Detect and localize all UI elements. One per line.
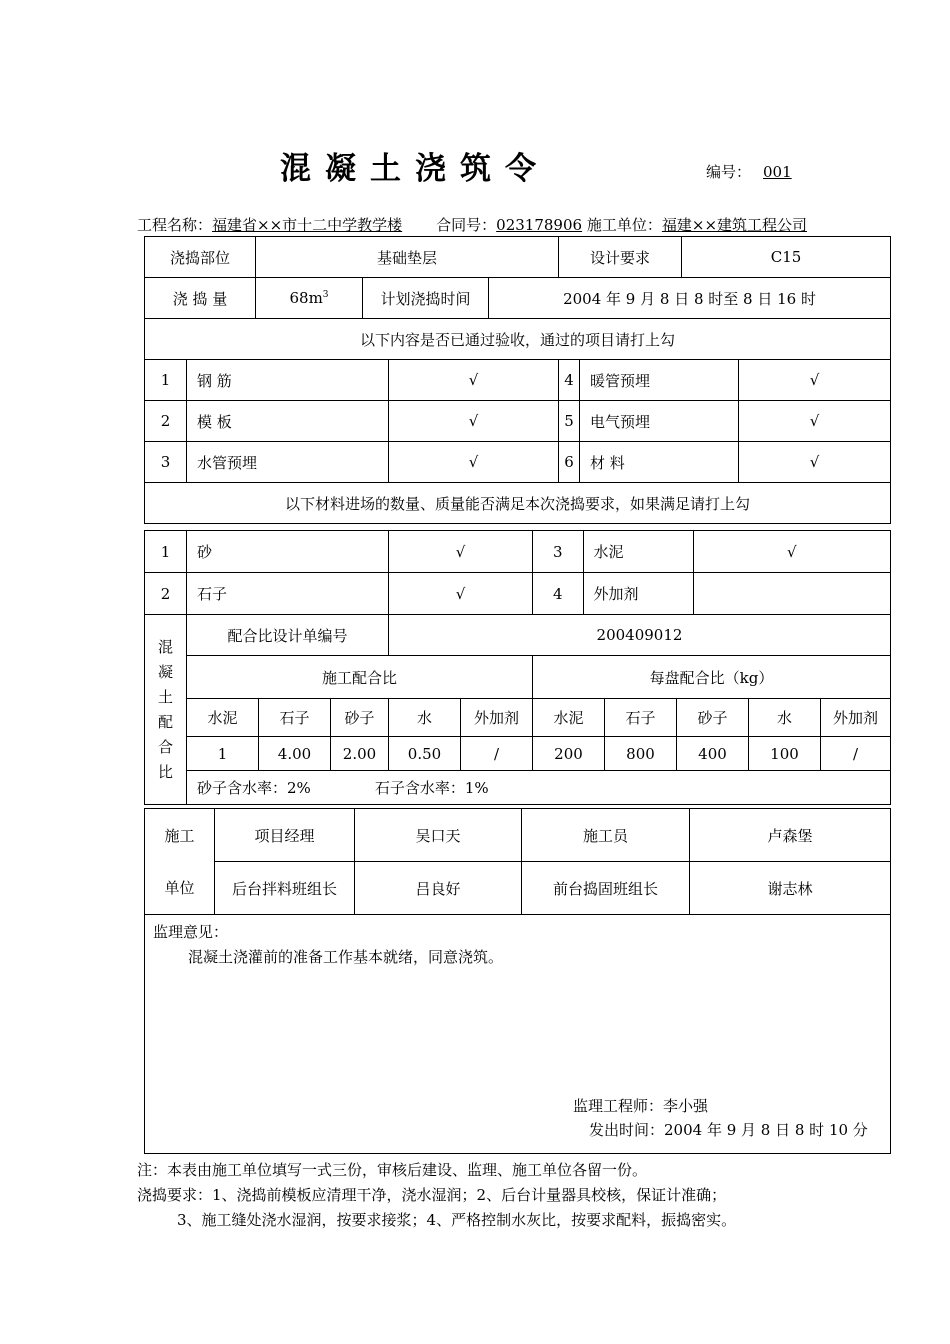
mix-values (145, 737, 891, 771)
mix-value: 4.00 (259, 737, 331, 771)
unit-label: 施工单位： (586, 216, 662, 234)
personnel-name: 吕良好 (355, 862, 522, 915)
check-row (145, 360, 891, 401)
mix-value: 800 (605, 737, 677, 771)
construction-side-label-top: 施工 (145, 809, 215, 862)
mix-col-header: 水 (749, 699, 821, 737)
material-no: 1 (145, 531, 187, 573)
construction-side-label-bottom: 单位 (145, 862, 215, 915)
form-table-mix (144, 530, 891, 805)
design-req-label: 设计要求 (559, 237, 682, 278)
note-line: 注：本表由施工单位填写一式三份，审核后建设、监理、施工单位各留一份。 (137, 1161, 648, 1179)
pour-part-value: 基础垫层 (256, 237, 559, 278)
material-no: 2 (145, 573, 187, 615)
stone-moisture: 石子含水率：1% (374, 779, 489, 797)
construction-ratio-label: 施工配合比 (187, 656, 533, 699)
material-no: 3 (533, 531, 583, 572)
personnel-name: 谢志林 (690, 862, 891, 915)
check-item: 钢 筋 (187, 360, 389, 401)
check-mark: √ (389, 442, 559, 483)
material-item: 外加剂 (583, 573, 693, 614)
mix-value: 400 (677, 737, 749, 771)
check-no: 5 (559, 401, 580, 442)
pour-qty-label: 浇 捣 量 (145, 278, 256, 319)
notes (137, 1158, 736, 1233)
project-label: 工程名称： (137, 216, 213, 234)
mix-value: 1 (187, 737, 259, 771)
contract-number: 023178906 (496, 216, 583, 234)
pour-qty-value (256, 278, 363, 319)
check-header: 以下内容是否已通过验收，通过的项目请打上勾 (145, 319, 891, 360)
supervision-opinion (145, 915, 891, 1154)
personnel-role: 项目经理 (215, 809, 355, 862)
opinion-label: 监理意见： (153, 923, 229, 941)
mix-col-header: 水 (389, 699, 461, 737)
check-row (145, 442, 891, 483)
material-mark: √ (389, 531, 533, 573)
check-mark: √ (739, 401, 891, 442)
mix-col-header: 砂子 (677, 699, 749, 737)
project-name: 福建省××市十二中学教学楼 (212, 216, 403, 234)
check-item: 材 料 (580, 442, 739, 483)
mix-column-headers (145, 699, 891, 737)
batch-ratio-label: 每盘配合比（kg） (533, 656, 891, 699)
construction-unit-table (144, 808, 891, 1154)
mix-side-label: 混 凝 土 配 合 比 (145, 615, 187, 805)
check-row (145, 401, 891, 442)
check-item: 暖管预埋 (580, 360, 739, 401)
mix-value: 200 (533, 737, 605, 771)
personnel-role: 施工员 (522, 809, 690, 862)
form-table-top (144, 236, 891, 524)
note-line: 3、施工缝处浇水湿润，按要求接浆；4、严格控制水灰比，按要求配料，振捣密实。 (177, 1211, 737, 1229)
mix-col-header: 砂子 (331, 699, 389, 737)
check-no: 2 (145, 401, 187, 442)
plan-time-value: 2004 年 9 月 8 日 8 时至 8 日 16 时 (489, 278, 891, 319)
check-no: 3 (145, 442, 187, 483)
material-item: 水泥 (583, 531, 693, 572)
material-item: 石子 (187, 573, 389, 615)
mix-col-header: 石子 (259, 699, 331, 737)
mix-value: 0.50 (389, 737, 461, 771)
material-item: 砂 (187, 531, 389, 573)
mix-col-header: 水泥 (533, 699, 605, 737)
mix-design-no-label: 配合比设计单编号 (187, 615, 389, 656)
contract-label: 合同号： (436, 216, 497, 234)
personnel-name: 吴口天 (355, 809, 522, 862)
material-row (145, 531, 891, 573)
material-header: 以下材料进场的数量、质量能否满足本次浇捣要求，如果满足请打上勾 (145, 483, 891, 524)
mix-value: 2.00 (331, 737, 389, 771)
project-info-line (137, 214, 807, 235)
mix-value: 100 (749, 737, 821, 771)
check-item: 电气预埋 (580, 401, 739, 442)
check-item: 模 板 (187, 401, 389, 442)
mix-col-header: 石子 (605, 699, 677, 737)
pour-part-label: 浇捣部位 (145, 237, 256, 278)
check-mark: √ (739, 360, 891, 401)
personnel-name: 卢森堡 (690, 809, 891, 862)
moisture-rates (187, 771, 891, 805)
opinion-text: 混凝土浇灌前的准备工作基本就绪，同意浇筑。 (188, 948, 504, 966)
check-item: 水管预埋 (187, 442, 389, 483)
issue-time: 发出时间：2004 年 9 月 8 日 8 时 10 分 (589, 1121, 868, 1139)
doc-number-label: 编号： (706, 163, 752, 181)
design-req-value: C15 (682, 237, 891, 278)
material-mark (693, 573, 890, 614)
engineer-signature: 监理工程师：李小强 (573, 1097, 709, 1115)
mix-value: / (461, 737, 533, 771)
mix-design-no-value: 200409012 (389, 615, 891, 656)
sand-moisture: 砂子含水率：2% (197, 779, 311, 797)
material-mark: √ (786, 542, 797, 561)
check-no: 4 (559, 360, 580, 401)
check-mark: √ (739, 442, 891, 483)
unit-name: 福建××建筑工程公司 (661, 216, 808, 234)
mix-col-header: 外加剂 (821, 699, 891, 737)
personnel-role: 后台拌料班组长 (215, 862, 355, 915)
material-no: 4 (533, 573, 583, 614)
page-title: 混凝土浇筑令 (280, 151, 550, 187)
pour-qty-unit-sup: 3 (322, 290, 329, 300)
material-mark: √ (389, 573, 533, 615)
check-no: 1 (145, 360, 187, 401)
note-line: 浇捣要求：1、浇捣前模板应清理干净，浇水湿润；2、后台计量器具校核，保证计准确； (137, 1186, 727, 1204)
mix-col-header: 水泥 (187, 699, 259, 737)
personnel-role: 前台捣固班组长 (522, 862, 690, 915)
check-mark: √ (389, 360, 559, 401)
mix-col-header: 外加剂 (461, 699, 533, 737)
doc-number (706, 161, 796, 182)
plan-time-label: 计划浇捣时间 (363, 278, 489, 319)
check-no: 6 (559, 442, 580, 483)
mix-value: / (821, 737, 891, 771)
check-mark: √ (389, 401, 559, 442)
material-row (145, 573, 891, 615)
pour-qty-number: 68m (289, 289, 323, 307)
doc-number-value: 001 (763, 163, 792, 181)
